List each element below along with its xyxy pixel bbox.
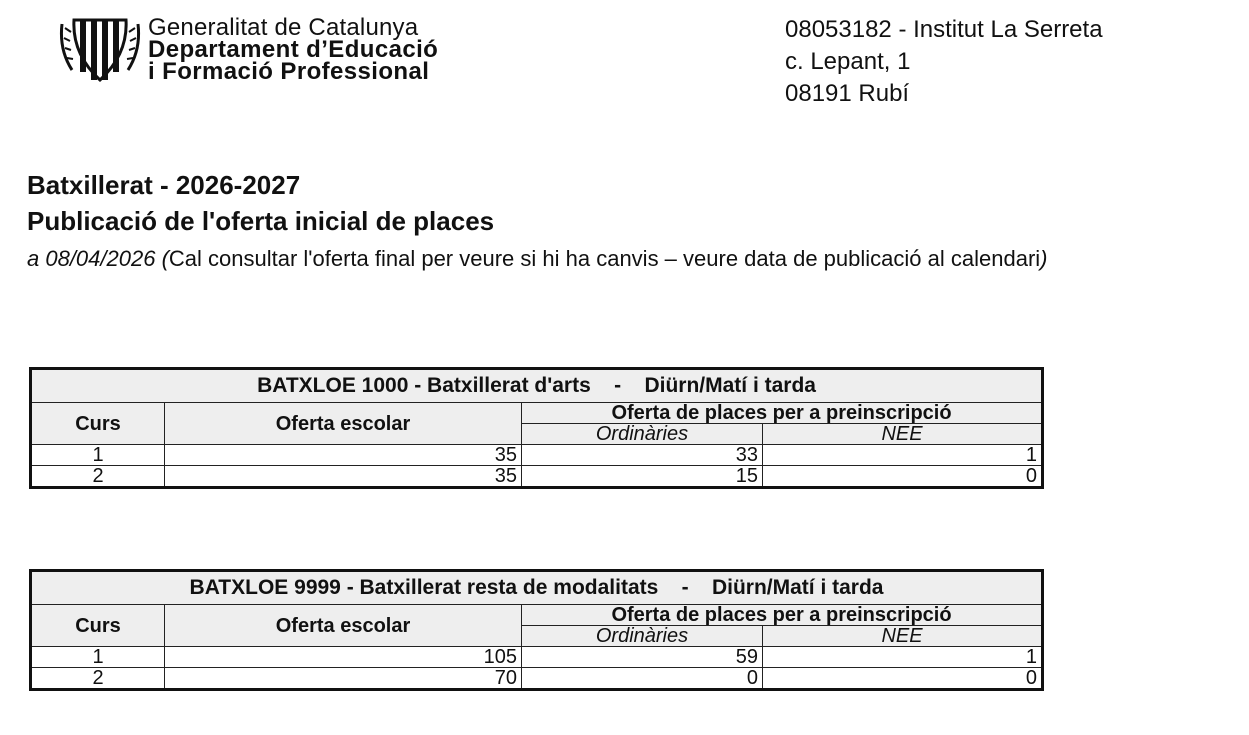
note-text: Cal consultar l'oferta final per veure si hi ha canvis – veure data de publicació al calendari <box>168 246 1041 271</box>
cell-oferta: 70 <box>165 668 522 690</box>
column-header-oferta-escolar: Oferta escolar <box>165 403 522 445</box>
cell-oferta: 105 <box>165 647 522 668</box>
cell-oferta: 35 <box>165 445 522 466</box>
table-row <box>31 647 1043 668</box>
cell-curs: 1 <box>31 647 165 668</box>
offer-table-other <box>29 569 1044 691</box>
page-subtitle: Publicació de l'oferta inicial de places <box>27 206 495 236</box>
cell-curs: 1 <box>31 445 165 466</box>
table-caption: BATXLOE 9999 - Batxillerat resta de modalitats - Diürn/Matí i tarda <box>31 571 1043 605</box>
column-header-oferta-escolar: Oferta escolar <box>165 605 522 647</box>
table-row <box>31 445 1043 466</box>
cell-nee: 1 <box>763 647 1043 668</box>
table-row <box>31 466 1043 488</box>
column-group-header: Oferta de places per a preinscripció <box>522 605 1043 626</box>
column-header-ordinaries: Ordinàries <box>522 424 763 445</box>
cell-ordinaries: 0 <box>522 668 763 690</box>
cell-ordinaries: 59 <box>522 647 763 668</box>
column-group-header: Oferta de places per a preinscripció <box>522 403 1043 424</box>
column-header-nee: NEE <box>763 626 1043 647</box>
cell-curs: 2 <box>31 466 165 488</box>
column-header-ordinaries: Ordinàries <box>522 626 763 647</box>
offer-table-arts <box>29 367 1044 489</box>
cell-curs: 2 <box>31 668 165 690</box>
page-title: Batxillerat - 2026-2027 <box>27 170 301 200</box>
publication-note <box>27 246 1047 272</box>
column-header-curs: Curs <box>31 605 165 647</box>
cell-nee: 0 <box>763 668 1043 690</box>
cell-ordinaries: 15 <box>522 466 763 488</box>
school-city: 08191 Rubí <box>785 80 910 107</box>
cell-oferta: 35 <box>165 466 522 488</box>
school-street: c. Lepant, 1 <box>785 48 911 75</box>
org-line-2: Departament d’Educació <box>148 36 439 63</box>
school-name: 08053182 - Institut La Serreta <box>785 16 1103 43</box>
table-caption: BATXLOE 1000 - Batxillerat d'arts - Diürn/Matí i tarda <box>31 369 1043 403</box>
cell-nee: 0 <box>763 466 1043 488</box>
organization-name <box>148 16 438 84</box>
org-line-3: i Formació Professional <box>148 58 430 85</box>
column-header-curs: Curs <box>31 403 165 445</box>
table-row <box>31 668 1043 690</box>
org-line-1: Generalitat de Catalunya <box>148 14 419 41</box>
note-suffix: ) <box>1040 246 1048 271</box>
publication-date: a 08/04/2026 ( <box>27 246 169 271</box>
school-address <box>785 14 1103 110</box>
column-header-nee: NEE <box>763 424 1043 445</box>
cell-nee: 1 <box>763 445 1043 466</box>
generalitat-logo-icon <box>58 14 142 84</box>
cell-ordinaries: 33 <box>522 445 763 466</box>
